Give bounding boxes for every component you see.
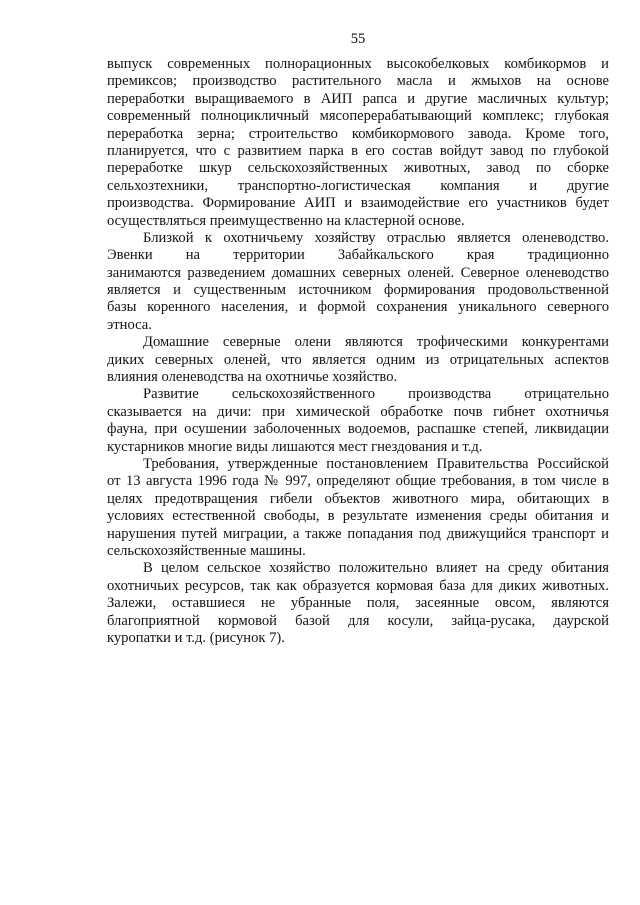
text-line: является и существенным источником формирования продовольственной (107, 282, 609, 299)
text-line: переработке шкур сельскохозяйственных животных, завод по сборке (107, 160, 609, 177)
paragraph (107, 334, 609, 386)
text-line: современный полноцикличный мясоперерабатывающий комплекс; глубокая (107, 108, 609, 125)
text-line: куропатки и т.д. (рисунок 7). (107, 629, 285, 646)
text-line: Залежи, оставшиеся не убранные поля, засеянные овсом, являются (107, 595, 609, 612)
text-line: этноса. (107, 316, 152, 333)
text-line: нарушения путей миграции, а также попадания под движущийся транспорт и (107, 525, 609, 542)
text-line: базы коренного населения, и формой сохранения уникального северного (107, 299, 609, 316)
paragraph (107, 386, 609, 456)
paragraph (107, 456, 609, 560)
text-line: производства. Формирование АИП и взаимодействие его участников будет (107, 195, 609, 212)
text-line: диких северных оленей, что является одним из отрицательных аспектов (107, 351, 609, 368)
text-line: целях предотвращения гибели объектов животного мира, обитающих в (107, 490, 609, 507)
text-line: Эвенки на территории Забайкальского края традиционно (107, 247, 609, 264)
text-line: охотничьих ресурсов, так как образуется кормовая база для диких животных. (107, 577, 609, 594)
text-line: благоприятной кормовой базой для косули, зайца-русака, даурской (107, 612, 609, 629)
text-line: кустарников многие виды лишаются мест гнездования и т.д. (107, 438, 483, 455)
text-line: занимаются разведением домашних северных оленей. Северное оленеводство (107, 264, 609, 281)
text-line: Развитие сельскохозяйственного производства отрицательно (143, 386, 609, 403)
text-line: премиксов; производство растительного масла и жмыхов на основе (107, 73, 609, 90)
text-line: выпуск современных полнорационных высокобелковых комбикормов и (107, 56, 609, 72)
paragraph (107, 230, 609, 334)
text-line: переработка зерна; строительство комбикормового завода. Кроме того, (107, 125, 609, 142)
text-line: от 13 августа 1996 года № 997, определяют общие требования, в том числе в (107, 473, 609, 490)
text-line: сельскохозяйственные машины. (107, 542, 306, 559)
text-line: сказывается на дичи: при химической обработке почв гибнет охотничья (107, 403, 609, 420)
paragraph (107, 560, 609, 647)
text-line: влияния оленеводства на охотничье хозяйство. (107, 369, 398, 386)
text-line: планируется, что с развитием парка в его состав войдут завод по глубокой (107, 142, 609, 159)
document-body (107, 56, 609, 647)
text-line: Домашние северные олени являются трофическими конкурентами (143, 334, 609, 351)
text-line: условиях естественной свободы, в результате изменения среды обитания и (107, 508, 609, 525)
paragraph (107, 56, 609, 230)
page-number: 55 (350, 31, 366, 47)
text-line: сельхозтехники, транспортно-логистическая компания и другие (107, 177, 609, 194)
text-line: фауна, при осушении заболоченных водоемов, распашке степей, ликвидации (107, 421, 609, 438)
text-line: переработки выращиваемого в АИП рапса и другие масличных культур; (107, 90, 609, 107)
text-line: В целом сельское хозяйство положительно влияет на среду обитания (143, 560, 609, 577)
text-line: осуществляться преимущественно на кластерной основе. (107, 212, 465, 229)
text-line: Близкой к охотничьему хозяйству отраслью является оленеводство. (143, 229, 609, 246)
text-line: Требования, утвержденные постановлением Правительства Российской (143, 455, 609, 472)
